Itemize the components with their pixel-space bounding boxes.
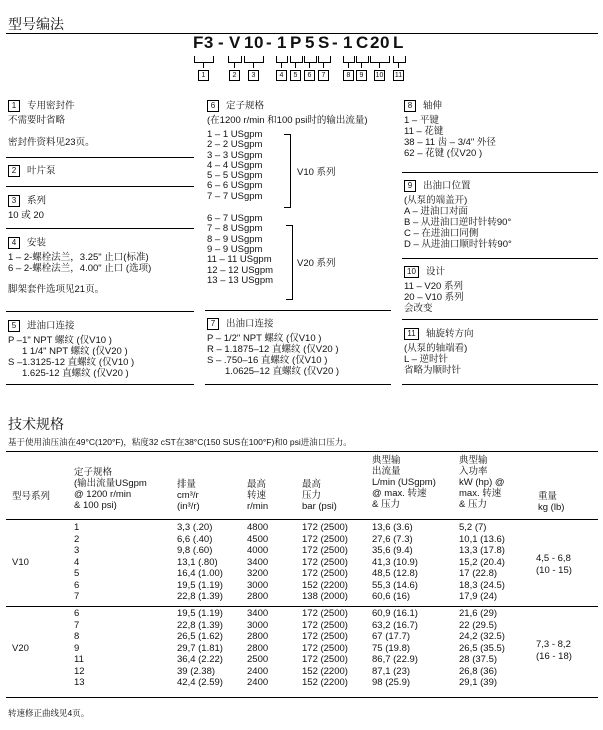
table-cell: 21,6 (29) <box>459 608 498 619</box>
th-line: 压力 <box>302 490 322 501</box>
table-cell: 172 (2500) <box>302 522 348 533</box>
section-inlet <box>8 320 134 379</box>
stem-10 <box>379 62 380 68</box>
th-line: max. 转速 <box>459 488 502 499</box>
table-cell: 42,4 (2.59) <box>177 677 223 688</box>
th-line: 出流量 <box>372 466 401 477</box>
bracket-2 <box>228 56 242 63</box>
section-number: 4 <box>8 237 20 249</box>
divider <box>205 384 391 385</box>
th-line: @ 1200 r/min <box>74 489 132 500</box>
weight-cell: (10 - 15) <box>536 564 572 576</box>
section-series <box>8 195 46 221</box>
section-line: S – .750–16 直螺纹 (仅V10 ) <box>207 355 328 366</box>
stem-5 <box>295 62 296 68</box>
stem-4 <box>281 62 282 68</box>
model-code-title: 型号编法 <box>8 16 64 32</box>
table-cell: 3000 <box>247 619 269 631</box>
table-cell: 15,2 (20.4) <box>459 556 505 568</box>
th-line: 入功率 <box>459 466 488 477</box>
section-title: 进油口连接 <box>27 320 75 332</box>
table-cell: 2500 <box>247 654 269 665</box>
table-cell: 29,7 (1.81) <box>177 642 223 654</box>
table-cell: 87,1 (23) <box>372 665 411 677</box>
section-line: 1 – 2-螺栓法兰，3.25" 止口(标准) <box>8 252 149 263</box>
table-cell: 1 <box>74 522 80 533</box>
code-box-3: 3 <box>248 70 259 81</box>
table-cell: 22 (29.5) <box>459 619 498 631</box>
tech-spec-title: 技术规格 <box>8 416 64 432</box>
section-line: 11 – 花键 <box>404 126 444 137</box>
th-line: (输出流量USgpm <box>74 478 147 489</box>
table-cell: 22,8 (1.39) <box>177 619 223 631</box>
table-cell: 26,8 (36) <box>459 665 498 677</box>
stem-6 <box>309 62 310 68</box>
table-cell: 152 (2200) <box>302 579 348 591</box>
divider <box>402 258 598 259</box>
table-cell: 17,9 (24) <box>459 591 498 602</box>
section-line: C – 在进油口同侧 <box>404 228 479 239</box>
code-box-9: 9 <box>356 70 367 81</box>
v20-bracket <box>286 225 293 300</box>
th-flow <box>372 455 436 510</box>
section-line: P – 1/2" NPT 螺纹 (仅V10 ) <box>207 333 322 344</box>
section-number: 6 <box>207 100 219 112</box>
model-seg-dash: - <box>218 33 225 52</box>
table-cell: 13,3 (17.8) <box>459 545 505 556</box>
th-speed <box>247 479 268 512</box>
table-cell: 18,3 (24.5) <box>459 579 505 591</box>
section-line: B – 从进油口逆时针转90° <box>404 217 512 228</box>
model-seg-1: 1 <box>343 33 353 52</box>
th-displacement <box>177 479 200 512</box>
model-seg-p: P <box>290 33 302 52</box>
header-rule <box>6 519 598 520</box>
section-title: 出油口位置 <box>423 180 471 192</box>
table-cell: 6 <box>74 608 80 619</box>
th-line: L/min (USgpm) <box>372 477 436 488</box>
code-box-11: 11 <box>394 72 403 79</box>
th-line: bar (psi) <box>302 501 337 512</box>
stator-row: 6 – 6 USgpm <box>207 180 263 192</box>
table-cell: 5 <box>74 568 80 579</box>
table-cell: 24,2 (32.5) <box>459 631 505 642</box>
th-line: 转速 <box>247 490 267 501</box>
divider <box>402 172 598 173</box>
table-cell: 63,2 (16.7) <box>372 619 418 631</box>
weight-cell: 7,3 - 8,2 <box>536 639 571 651</box>
stator-row: 6 – 7 USgpm <box>207 213 263 225</box>
section-line: 6 – 2-螺栓法兰，4.00" 止口 (选项) <box>8 263 152 274</box>
table-cell: 172 (2500) <box>302 533 348 545</box>
stator-row: 11 – 11 USgpm <box>207 254 272 266</box>
table-cell: 98 (25.9) <box>372 677 411 688</box>
divider <box>6 228 194 229</box>
model-series-cell: V20 <box>12 642 29 654</box>
th-line: 典型输 <box>372 455 401 466</box>
stator-row: 8 – 9 USgpm <box>207 233 263 245</box>
table-cell: 16,4 (1.00) <box>177 568 223 579</box>
table-cell: 29,1 (39) <box>459 677 498 688</box>
section-line: 10 或 20 <box>8 210 44 221</box>
th-pressure <box>302 479 337 512</box>
th-line: & 100 psi) <box>74 500 117 511</box>
table-cell: 172 (2500) <box>302 556 348 568</box>
th-stator <box>74 467 147 511</box>
table-cell: 172 (2500) <box>302 608 348 619</box>
model-seg-f3: F3 <box>193 33 214 52</box>
section-number: 7 <box>207 318 219 330</box>
code-box-8: 8 <box>343 70 354 81</box>
table-cell: 55,3 (14.6) <box>372 579 418 591</box>
model-seg-dash: - <box>332 33 339 52</box>
section-number: 5 <box>8 320 20 332</box>
model-seg-5: 5 <box>305 33 315 52</box>
stem-8 <box>348 62 349 68</box>
bracket-6 <box>304 56 317 63</box>
table-cell: 2800 <box>247 591 269 602</box>
section-line: 会改变 <box>404 303 433 314</box>
table-cell: 19,5 (1.19) <box>177 579 223 591</box>
section-line: (从泵的端盖开) <box>404 195 468 206</box>
code-box-1: 1 <box>198 70 209 81</box>
stem-9 <box>361 62 362 68</box>
section-number: 2 <box>8 165 20 177</box>
code-box-10: 10 <box>375 72 384 79</box>
table-cell: 9,8 (.60) <box>177 545 213 556</box>
th-line: (in³/r) <box>177 501 200 512</box>
table-cell: 35,6 (9.4) <box>372 545 413 556</box>
table-cell: 48,5 (12.8) <box>372 568 418 579</box>
table-cell: 17 (22.8) <box>459 568 498 579</box>
model-seg-v: V <box>229 33 241 52</box>
v10-series-label: V10 系列 <box>297 167 336 178</box>
section-number: 3 <box>8 195 20 207</box>
stem-1 <box>203 62 204 68</box>
th-model: 型号系列 <box>12 491 51 502</box>
title-rule <box>6 33 598 34</box>
section-title: 叶片泵 <box>27 165 56 177</box>
th-line: kW (hp) @ <box>459 477 505 488</box>
section-line: L – 逆时针 <box>404 354 448 365</box>
table-cell: 3400 <box>247 608 269 619</box>
stator-row: 2 – 2 USgpm <box>207 139 263 151</box>
table-cell: 138 (2000) <box>302 591 348 602</box>
th-line: cm³/r <box>177 490 199 501</box>
table-cell: 26,5 (35.5) <box>459 642 505 654</box>
model-seg-c: C <box>356 33 369 52</box>
table-cell: 6,6 (.40) <box>177 533 213 545</box>
code-box-2: 2 <box>229 70 240 81</box>
table-cell: 172 (2500) <box>302 631 348 642</box>
th-line: & 压力 <box>372 499 400 510</box>
table-cell: 27,6 (7.3) <box>372 533 413 545</box>
th-line: 排量 <box>177 479 197 490</box>
table-cell: 10,1 (13.6) <box>459 533 505 545</box>
section-number: 9 <box>404 180 416 192</box>
divider <box>6 311 194 312</box>
th-weight <box>538 491 564 513</box>
table-cell: 28 (37.5) <box>459 654 498 665</box>
code-box-4: 4 <box>276 70 287 81</box>
section-number: 1 <box>8 100 20 112</box>
section-line: 1 1/4" NPT 螺纹 (仅V20 ) <box>22 346 128 357</box>
table-cell: 3400 <box>247 556 269 568</box>
table-cell: 75 (19.8) <box>372 642 411 654</box>
footnote: 转速修正曲线见4页。 <box>8 708 90 718</box>
table-cell: 26,5 (1.62) <box>177 631 223 642</box>
table-cell: 86,7 (22.9) <box>372 654 418 665</box>
section-number: 11 <box>404 328 419 340</box>
stator-row: 7 – 8 USgpm <box>207 223 263 235</box>
table-cell: 2 <box>74 533 80 545</box>
bracket-10 <box>370 56 390 63</box>
group-rule <box>6 606 598 607</box>
code-box-6: 6 <box>304 70 315 81</box>
th-power <box>459 455 505 510</box>
table-cell: 2800 <box>247 631 269 642</box>
stator-row: 9 – 9 USgpm <box>207 243 263 255</box>
section-line: 脚架套件选项见21页。 <box>8 284 105 295</box>
stator-row: 13 – 13 USgpm <box>207 274 274 286</box>
table-cell: 12 <box>74 665 85 677</box>
stem-2 <box>234 62 235 68</box>
table-cell: 6 <box>74 579 80 591</box>
bracket-11 <box>393 56 406 63</box>
table-cell: 8 <box>74 631 80 642</box>
table-cell: 9 <box>74 642 80 654</box>
model-seg-s: S <box>318 33 330 52</box>
th-line: r/min <box>247 501 269 512</box>
table-cell: 172 (2500) <box>302 568 348 579</box>
table-cell: 172 (2500) <box>302 654 348 665</box>
table-cell: 60,6 (16) <box>372 591 411 602</box>
th-line: 典型输 <box>459 455 488 466</box>
table-cell: 39 (2.38) <box>177 665 216 677</box>
table-cell: 3000 <box>247 579 269 591</box>
code-box-5: 5 <box>290 70 301 81</box>
section-line: 省略为顺时针 <box>404 365 462 376</box>
stator-row: 1 – 1 USgpm <box>207 129 263 140</box>
section-line: (从泵的轴端看) <box>404 343 468 354</box>
section-outlet-position <box>404 180 512 250</box>
table-cell: 13,6 (3.6) <box>372 522 413 533</box>
section-title: 系列 <box>27 195 47 207</box>
table-cell: 7 <box>74 619 80 631</box>
divider <box>6 384 194 385</box>
section-number: 10 <box>404 266 419 278</box>
bracket-1 <box>194 56 214 63</box>
section-line: 38 – 11 齿 – 3/4" 外径 <box>404 137 496 148</box>
table-cell: 172 (2500) <box>302 619 348 631</box>
table-cell: 11 <box>74 654 84 665</box>
stator-row: 3 – 3 USgpm <box>207 149 263 161</box>
section-title: 安装 <box>27 237 47 249</box>
section-title: 轴伸 <box>423 100 443 112</box>
table-top-rule <box>6 451 598 452</box>
table-cell: 36,4 (2.22) <box>177 654 223 665</box>
table-cell: 41,3 (10.9) <box>372 556 418 568</box>
section-title: 出油口连接 <box>226 318 274 330</box>
th-line: 最高 <box>247 479 267 490</box>
section-shaft <box>404 100 496 159</box>
stem-11 <box>398 62 399 68</box>
section-line: 62 – 花键 (仅V20 ) <box>404 148 483 159</box>
section-line: A – 进油口对面 <box>404 206 468 217</box>
section-vane-pump <box>8 165 56 180</box>
stator-row: 12 – 12 USgpm <box>207 264 274 276</box>
section-title: 定子规格 <box>226 100 265 112</box>
section-subtitle: (在1200 r/min 和100 psi时的输出流量) <box>207 115 368 126</box>
test-conditions: 基于使用油压油在49°C(120°F)，粘度32 cST在38°C(150 SUS在100°F)和0 psi进油口压力。 <box>8 437 352 447</box>
table-cell: 152 (2200) <box>302 665 348 677</box>
table-cell: 60,9 (16.1) <box>372 608 418 619</box>
divider <box>402 319 598 320</box>
table-cell: 67 (17.7) <box>372 631 411 642</box>
stator-row: 5 – 5 USgpm <box>207 170 263 182</box>
section-design <box>404 266 464 314</box>
section-line: D – 从进油口顺时针转90° <box>404 239 512 250</box>
divider <box>6 157 194 158</box>
section-outlet <box>207 318 339 377</box>
section-title: 轴旋转方向 <box>426 328 474 340</box>
table-cell: 3 <box>74 545 80 556</box>
section-seal <box>8 100 95 148</box>
table-cell: 2800 <box>247 642 269 654</box>
section-line: 1.0625–12 直螺纹 (仅V20 ) <box>225 366 340 377</box>
code-box-7: 7 <box>318 70 329 81</box>
section-line: 20 – V10 系列 <box>404 292 464 303</box>
th-line: kg (lb) <box>538 502 565 513</box>
section-number: 8 <box>404 100 416 112</box>
bracket-4 <box>276 56 288 63</box>
section-line: R – 1.1875–12 直螺纹 (仅V20 ) <box>207 344 339 355</box>
model-seg-dash: - <box>266 33 273 52</box>
table-cell: 7 <box>74 591 80 602</box>
th-line: 定子规格 <box>74 467 113 478</box>
bracket-3 <box>244 56 264 63</box>
v10-bracket <box>284 134 291 208</box>
weight-cell: (16 - 18) <box>536 650 572 662</box>
stem-3 <box>253 62 254 68</box>
section-line: 1.625-12 直螺纹 (仅V20 ) <box>22 368 129 379</box>
table-cell: 3,3 (.20) <box>177 522 213 533</box>
table-cell: 2400 <box>247 677 269 688</box>
bracket-5 <box>290 56 303 63</box>
model-seg-l: L <box>393 33 404 52</box>
th-line: & 压力 <box>459 499 487 510</box>
table-cell: 19,5 (1.19) <box>177 608 223 619</box>
section-line: 不需要时省略 <box>8 115 66 126</box>
section-line: 密封件资料见23页。 <box>8 137 95 148</box>
model-series-cell: V10 <box>12 556 29 568</box>
table-cell: 4800 <box>247 522 269 533</box>
th-line: @ max. 转速 <box>372 488 427 499</box>
stem-7 <box>323 62 324 68</box>
model-seg-20: 20 <box>370 33 390 52</box>
section-line: 1 – 平键 <box>404 115 439 126</box>
table-cell: 2400 <box>247 665 269 677</box>
table-cell: 172 (2500) <box>302 545 348 556</box>
table-cell: 22,8 (1.39) <box>177 591 223 602</box>
model-seg-1: 1 <box>277 33 287 52</box>
table-cell: 5,2 (7) <box>459 522 487 533</box>
v20-series-label: V20 系列 <box>297 258 336 269</box>
section-rotation <box>404 328 474 376</box>
table-bottom-rule <box>6 697 598 698</box>
section-line: 11 – V20 系列 <box>404 281 463 292</box>
table-cell: 13 <box>74 677 85 688</box>
divider <box>402 384 598 385</box>
divider <box>205 310 391 311</box>
model-seg-10: 10 <box>244 33 264 52</box>
section-line: S –1.3125-12 直螺纹 (仅V10 ) <box>8 357 135 368</box>
section-title: 设计 <box>426 266 446 278</box>
table-cell: 4500 <box>247 533 269 545</box>
stator-row: 4 – 4 USgpm <box>207 159 263 171</box>
th-line: 最高 <box>302 479 322 490</box>
divider <box>6 186 194 187</box>
table-cell: 4000 <box>247 545 269 556</box>
table-cell: 13,1 (.80) <box>177 556 218 568</box>
table-cell: 172 (2500) <box>302 642 348 654</box>
table-cell: 4 <box>74 556 80 568</box>
bracket-7 <box>318 56 331 63</box>
section-mounting <box>8 237 151 295</box>
section-line: P –1" NPT 螺纹 (仅V10 ) <box>8 335 112 346</box>
weight-cell: 4,5 - 6,8 <box>536 553 571 565</box>
table-cell: 152 (2200) <box>302 677 348 688</box>
bracket-9 <box>356 56 369 63</box>
th-line: 重量 <box>538 491 558 502</box>
bracket-8 <box>343 56 355 63</box>
stator-row: 7 – 7 USgpm <box>207 190 263 202</box>
section-title: 专用密封件 <box>27 100 75 112</box>
table-cell: 3200 <box>247 568 269 579</box>
